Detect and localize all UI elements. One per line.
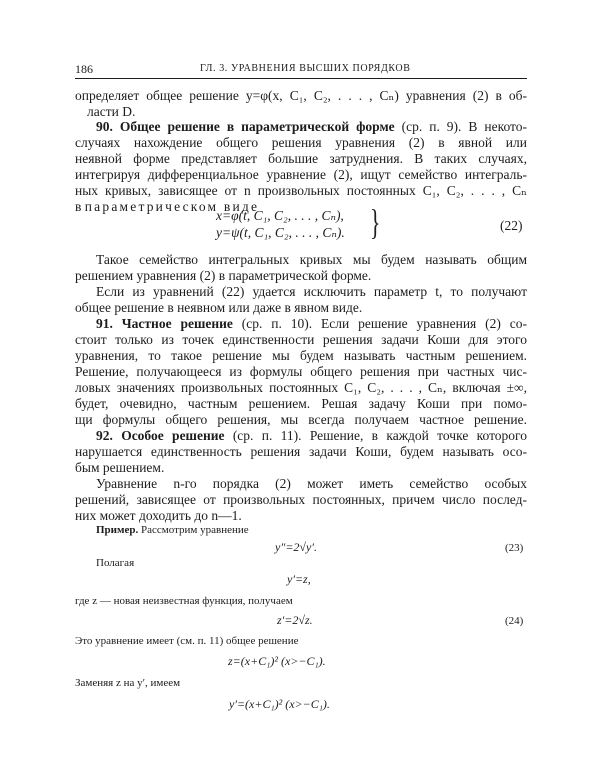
text-line: Уравнение n-го порядка (2) может иметь семейство особых: [96, 476, 527, 491]
running-title: ГЛ. 3. УРАВНЕНИЯ ВЫСШИХ ПОРЯДКОВ: [200, 63, 411, 74]
section-91-number: 91.: [96, 316, 113, 331]
text-line: бым решением.: [75, 460, 165, 475]
equation-22-line-1: x=φ(t, C₁, C₂, . . . , Cₙ),: [216, 208, 344, 223]
text-line: них может доходить до n—1.: [75, 508, 242, 523]
section-91-heading-line: [96, 316, 527, 332]
example-setting: Полагая: [96, 557, 135, 569]
text-line: ных кривых, зависящее от n произвольных постоянных C₁, C₂, . . . , Cₙ: [75, 183, 527, 198]
text-line: решений, зависящее от произвольных постоянных, причем число послед-: [75, 492, 527, 507]
text-line: общее решение в неявном или даже в явном виде.: [75, 300, 363, 315]
text-line: будет, очевидно, частным решением. Решая задачу Коши при помо-: [75, 396, 527, 411]
example-intro-line: [96, 523, 249, 537]
example-replace-text: Заменяя z на y′, имеем: [75, 677, 181, 689]
header-rule: [75, 78, 527, 79]
equation-23: y″=2√y′.: [275, 540, 317, 554]
text-line: решением уравнения (2) в параметрической форме.: [75, 268, 372, 283]
text-line: Решение, получающееся из формулы общего решения при частных чис-: [75, 364, 527, 379]
text-line: интегрируя дифференциальное уравнение (2), ищут семейство интеграль-: [75, 167, 527, 182]
text-line: ласти D.: [87, 104, 136, 119]
equation-24-number: (24): [505, 615, 524, 627]
equation-general-solution: z=(x+C₁)² (x>−C₁).: [228, 654, 326, 668]
equation-22-brace: }: [370, 202, 381, 242]
section-91-title: Частное решение: [121, 316, 233, 331]
example-label: Пример.: [96, 524, 139, 536]
text-line: ловых значениях произвольных постоянных C₁, C₂, . . . , Cₙ, включая ±∞,: [75, 380, 527, 395]
text-line: случаях нахождение общего решения уравнения (2) в явной или: [75, 135, 527, 150]
section-90-heading-line: [96, 119, 527, 135]
equation-final: y′=(x+C₁)² (x>−C₁).: [229, 697, 330, 711]
text-line: нарушается единственность решения задачи Коши, будем называть осо-: [75, 444, 527, 459]
example-general-text: Это уравнение имеет (см. п. 11) общее решение: [75, 635, 299, 647]
equation-substitution: y′=z,: [287, 572, 311, 586]
section-90-number: 90.: [96, 119, 113, 134]
section-90-reference: (ср. п. 9). В некото-: [394, 119, 528, 134]
param-phrase: параметрическом виде: [84, 199, 260, 214]
equation-24: z′=2√z.: [277, 613, 313, 627]
text-line: щи формулы общего решения, мы всегда получаем частное решение.: [75, 412, 527, 427]
text-line: неявной форме представляет большие затруднения. В таких случаях,: [75, 151, 527, 166]
section-91-reference: (ср. п. 10). Если решение уравнения (2) со-: [232, 316, 528, 331]
section-90-title: Общее решение в параметрической форме: [119, 119, 395, 134]
param-prefix: в: [75, 199, 85, 214]
equation-22-line-2: y=ψ(t, C₁, C₂, . . . , Cₙ).: [216, 225, 345, 240]
section-92-number: 92.: [96, 428, 113, 443]
equation-22-number: (22): [500, 218, 523, 233]
page-header: [75, 62, 527, 78]
example-new-unknown: где z — новая неизвестная функция, получаем: [75, 595, 293, 607]
example-intro: Рассмотрим уравнение: [138, 524, 249, 536]
text-line: уравнения, то такое решение мы будем называть частным решением.: [75, 348, 527, 363]
equation-23-number: (23): [505, 542, 524, 554]
section-92-title: Особое решение: [121, 428, 225, 443]
text-line: Если из уравнений (22) удается исключить параметр t, то получают: [96, 284, 527, 299]
text-line: стоит только из точек единственности решения задачи Коши для этого: [75, 332, 527, 347]
page-number: 186: [75, 62, 93, 76]
section-92-heading-line: [96, 428, 527, 444]
text-line: определяет общее решение y=φ(x, C₁, C₂, . . . , Cₙ) уравнения (2) в об-: [75, 88, 527, 103]
text-line: Такое семейство интегральных кривых мы будем называть общим: [96, 252, 527, 267]
section-92-reference: (ср. п. 11). Решение, в каждой точке которого: [224, 428, 527, 443]
